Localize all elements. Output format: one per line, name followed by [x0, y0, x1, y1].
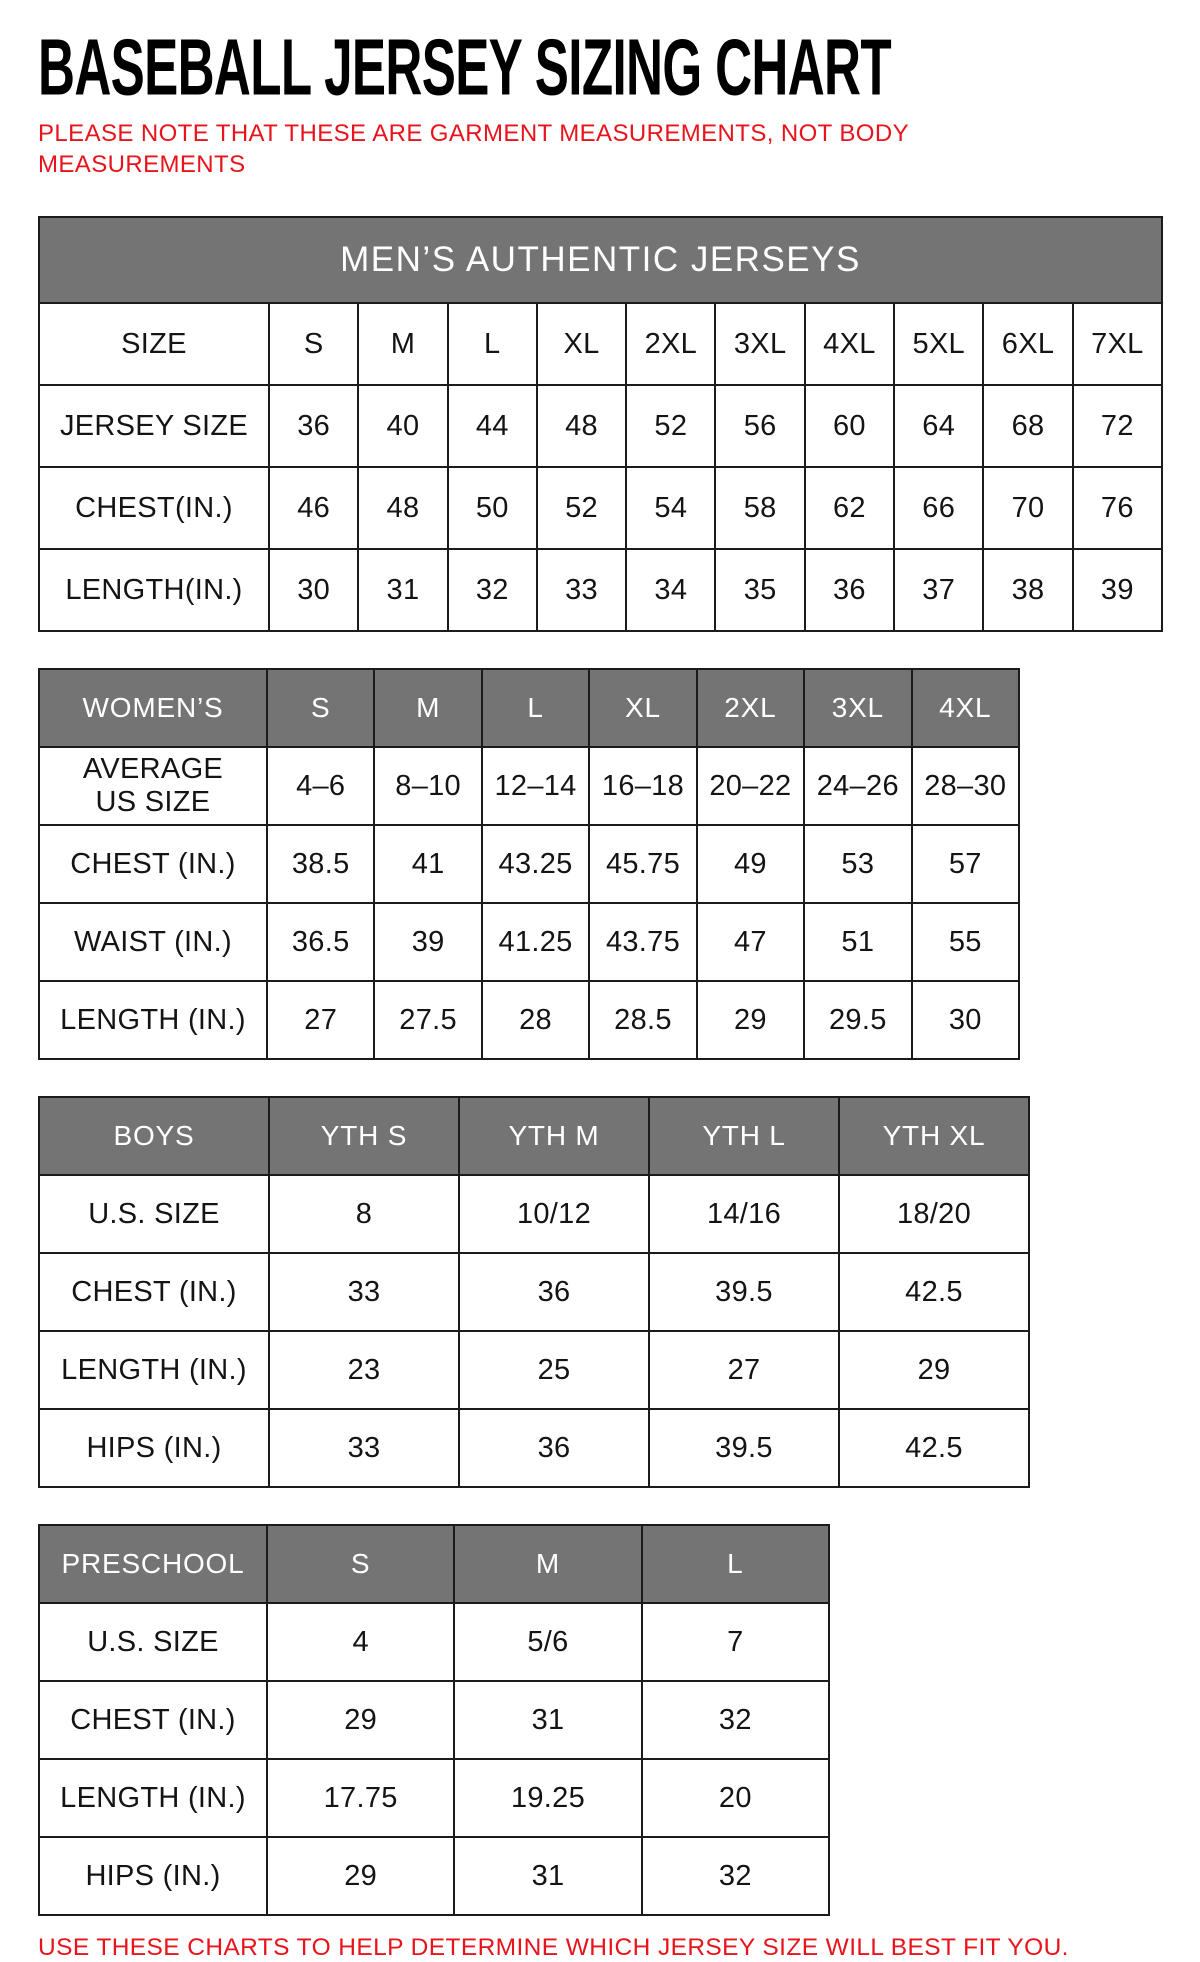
womens-value-cell: 28 [482, 981, 589, 1059]
mens-value-cell: 48 [358, 467, 447, 549]
boys-value-cell: 39.5 [649, 1253, 839, 1331]
boys-size-header-cell: YTH XL [839, 1097, 1029, 1175]
boys-value-cell: 42.5 [839, 1253, 1029, 1331]
mens-value-cell: 76 [1073, 467, 1162, 549]
mens-value-cell: 7XL [1073, 303, 1162, 385]
preschool-value-cell: 17.75 [267, 1759, 454, 1837]
mens-value-cell: 64 [894, 385, 983, 467]
boys-value-cell: 8 [269, 1175, 459, 1253]
mens-value-cell: 6XL [983, 303, 1072, 385]
preschool-value-cell: 20 [642, 1759, 829, 1837]
boys-value-cell: 23 [269, 1331, 459, 1409]
womens-value-cell: 8–10 [374, 747, 481, 825]
boys-value-cell: 25 [459, 1331, 649, 1409]
preschool-value-cell: 19.25 [454, 1759, 641, 1837]
womens-row-label-cell: CHEST (IN.) [39, 825, 267, 903]
mens-value-cell: 68 [983, 385, 1072, 467]
mens-value-cell: 31 [358, 549, 447, 631]
preschool-row-label-cell: CHEST (IN.) [39, 1681, 267, 1759]
boys-value-cell: 42.5 [839, 1409, 1029, 1487]
mens-row-label-cell: CHEST(IN.) [39, 467, 269, 549]
mens-value-cell: L [448, 303, 537, 385]
womens-size-header-cell: 3XL [804, 669, 911, 747]
womens-row-1 [39, 747, 1019, 825]
boys-row-3 [39, 1331, 1029, 1409]
mens-value-cell: 32 [448, 549, 537, 631]
preschool-sizing-table [38, 1524, 830, 1916]
preschool-value-cell: 32 [642, 1681, 829, 1759]
mens-row-label-cell: SIZE [39, 303, 269, 385]
boys-value-cell: 10/12 [459, 1175, 649, 1253]
womens-row-4 [39, 981, 1019, 1059]
preschool-row-label-cell: U.S. SIZE [39, 1603, 267, 1681]
mens-value-cell: XL [537, 303, 626, 385]
boys-row-4 [39, 1409, 1029, 1487]
boys-value-cell: 14/16 [649, 1175, 839, 1253]
boys-value-cell: 33 [269, 1409, 459, 1487]
mens-value-cell: 48 [537, 385, 626, 467]
preschool-value-cell: 32 [642, 1837, 829, 1915]
womens-value-cell: 39 [374, 903, 481, 981]
womens-row-0 [39, 669, 1019, 747]
womens-value-cell: 29.5 [804, 981, 911, 1059]
preschool-size-header-cell: PRESCHOOL [39, 1525, 267, 1603]
womens-size-header-cell: 2XL [697, 669, 804, 747]
boys-row-label-cell: CHEST (IN.) [39, 1253, 269, 1331]
page-title [38, 22, 1200, 113]
mens-value-cell: 54 [626, 467, 715, 549]
preschool-row-label-cell: HIPS (IN.) [39, 1837, 267, 1915]
womens-row-label-cell: LENGTH (IN.) [39, 981, 267, 1059]
womens-value-cell: 43.75 [589, 903, 696, 981]
womens-size-header-cell: S [267, 669, 374, 747]
boys-size-header-cell: YTH L [649, 1097, 839, 1175]
mens-value-cell: 34 [626, 549, 715, 631]
mens-value-cell: 52 [626, 385, 715, 467]
mens-value-cell: 40 [358, 385, 447, 467]
mens-value-cell: 39 [1073, 549, 1162, 631]
womens-value-cell: 51 [804, 903, 911, 981]
boys-row-1 [39, 1175, 1029, 1253]
boys-size-header-cell: YTH M [459, 1097, 649, 1175]
mens-value-cell: 2XL [626, 303, 715, 385]
mens-value-cell: 58 [715, 467, 804, 549]
womens-value-cell: 57 [912, 825, 1019, 903]
mens-value-cell: 36 [269, 385, 358, 467]
mens-value-cell: 66 [894, 467, 983, 549]
womens-value-cell: 28.5 [589, 981, 696, 1059]
womens-row-label-cell [39, 747, 267, 825]
mens-value-cell: 37 [894, 549, 983, 631]
boys-value-cell: 39.5 [649, 1409, 839, 1487]
preschool-row-0 [39, 1525, 829, 1603]
womens-size-header-cell: 4XL [912, 669, 1019, 747]
mens-value-cell: 72 [1073, 385, 1162, 467]
preschool-size-header-cell: L [642, 1525, 829, 1603]
boys-row-0 [39, 1097, 1029, 1175]
mens-value-cell: 50 [448, 467, 537, 549]
womens-value-cell: 45.75 [589, 825, 696, 903]
boys-row-label-cell: LENGTH (IN.) [39, 1331, 269, 1409]
preschool-value-cell: 29 [267, 1837, 454, 1915]
womens-value-cell: 41.25 [482, 903, 589, 981]
preschool-row-3 [39, 1759, 829, 1837]
mens-value-cell: 46 [269, 467, 358, 549]
womens-value-cell: 41 [374, 825, 481, 903]
mens-value-cell: 4XL [805, 303, 894, 385]
womens-row-2 [39, 825, 1019, 903]
womens-value-cell: 47 [697, 903, 804, 981]
womens-value-cell: 20–22 [697, 747, 804, 825]
mens-row-label-cell: JERSEY SIZE [39, 385, 269, 467]
womens-value-cell: 4–6 [267, 747, 374, 825]
preschool-value-cell: 4 [267, 1603, 454, 1681]
boys-row-2 [39, 1253, 1029, 1331]
mens-value-cell: 36 [805, 549, 894, 631]
mens-value-cell: 60 [805, 385, 894, 467]
mens-row-3 [39, 549, 1162, 631]
mens-row-label-cell: LENGTH(IN.) [39, 549, 269, 631]
boys-value-cell: 27 [649, 1331, 839, 1409]
womens-value-cell: 38.5 [267, 825, 374, 903]
boys-value-cell: 29 [839, 1331, 1029, 1409]
footer-note: USE THESE CHARTS TO HELP DETERMINE WHICH JERSEY SIZE WILL BEST FIT YOU. [38, 1934, 1069, 1961]
womens-value-cell: 16–18 [589, 747, 696, 825]
preschool-value-cell: 31 [454, 1681, 641, 1759]
mens-value-cell: 5XL [894, 303, 983, 385]
boys-value-cell: 18/20 [839, 1175, 1029, 1253]
mens-value-cell: 38 [983, 549, 1072, 631]
boys-size-header-cell: BOYS [39, 1097, 269, 1175]
womens-size-header-cell: XL [589, 669, 696, 747]
boys-value-cell: 33 [269, 1253, 459, 1331]
mens-authentic-jerseys-table [38, 216, 1163, 632]
mens-value-cell: S [269, 303, 358, 385]
womens-value-cell: 43.25 [482, 825, 589, 903]
mens-value-cell: 35 [715, 549, 804, 631]
boys-row-label-cell: U.S. SIZE [39, 1175, 269, 1253]
mens-value-cell: 33 [537, 549, 626, 631]
womens-size-header-cell: L [482, 669, 589, 747]
womens-row-label-cell: WAIST (IN.) [39, 903, 267, 981]
mens-value-cell: 70 [983, 467, 1072, 549]
preschool-value-cell: 7 [642, 1603, 829, 1681]
boys-size-header-cell: YTH S [269, 1097, 459, 1175]
boys-row-label-cell: HIPS (IN.) [39, 1409, 269, 1487]
garment-measurements-note [38, 118, 1200, 180]
mens-row-1 [39, 385, 1162, 467]
cell-line: US SIZE [95, 786, 211, 818]
womens-value-cell: 12–14 [482, 747, 589, 825]
preschool-size-header-cell: M [454, 1525, 641, 1603]
mens-value-cell: 56 [715, 385, 804, 467]
womens-value-cell: 36.5 [267, 903, 374, 981]
preschool-row-label-cell: LENGTH (IN.) [39, 1759, 267, 1837]
womens-value-cell: 53 [804, 825, 911, 903]
boys-sizing-table [38, 1096, 1030, 1488]
womens-value-cell: 27 [267, 981, 374, 1059]
note-line-1: PLEASE NOTE THAT THESE ARE GARMENT MEASUREMENTS, NOT BODY [38, 120, 909, 147]
womens-value-cell: 27.5 [374, 981, 481, 1059]
cell-line: AVERAGE [82, 753, 224, 785]
mens-value-cell: 3XL [715, 303, 804, 385]
mens-banner: MEN’S AUTHENTIC JERSEYS [39, 217, 1162, 303]
preschool-value-cell: 29 [267, 1681, 454, 1759]
preschool-row-4 [39, 1837, 829, 1915]
preschool-row-2 [39, 1681, 829, 1759]
preschool-value-cell: 31 [454, 1837, 641, 1915]
preschool-size-header-cell: S [267, 1525, 454, 1603]
womens-value-cell: 30 [912, 981, 1019, 1059]
womens-sizing-table [38, 668, 1020, 1060]
preschool-row-1 [39, 1603, 829, 1681]
mens-value-cell: 62 [805, 467, 894, 549]
mens-row-0 [39, 303, 1162, 385]
mens-value-cell: 44 [448, 385, 537, 467]
womens-value-cell: 55 [912, 903, 1019, 981]
boys-value-cell: 36 [459, 1253, 649, 1331]
note-line-2: MEASUREMENTS [38, 151, 246, 178]
womens-value-cell: 49 [697, 825, 804, 903]
preschool-value-cell: 5/6 [454, 1603, 641, 1681]
womens-size-header-cell: M [374, 669, 481, 747]
mens-value-cell: 30 [269, 549, 358, 631]
womens-value-cell: 29 [697, 981, 804, 1059]
mens-banner-row [39, 217, 1162, 303]
mens-row-2 [39, 467, 1162, 549]
mens-value-cell: 52 [537, 467, 626, 549]
womens-value-cell: 24–26 [804, 747, 911, 825]
womens-size-header-cell: WOMEN’S [39, 669, 267, 747]
page-title-text: BASEBALL JERSEY SIZING CHART [38, 22, 891, 113]
mens-value-cell: M [358, 303, 447, 385]
boys-value-cell: 36 [459, 1409, 649, 1487]
womens-value-cell: 28–30 [912, 747, 1019, 825]
womens-row-3 [39, 903, 1019, 981]
